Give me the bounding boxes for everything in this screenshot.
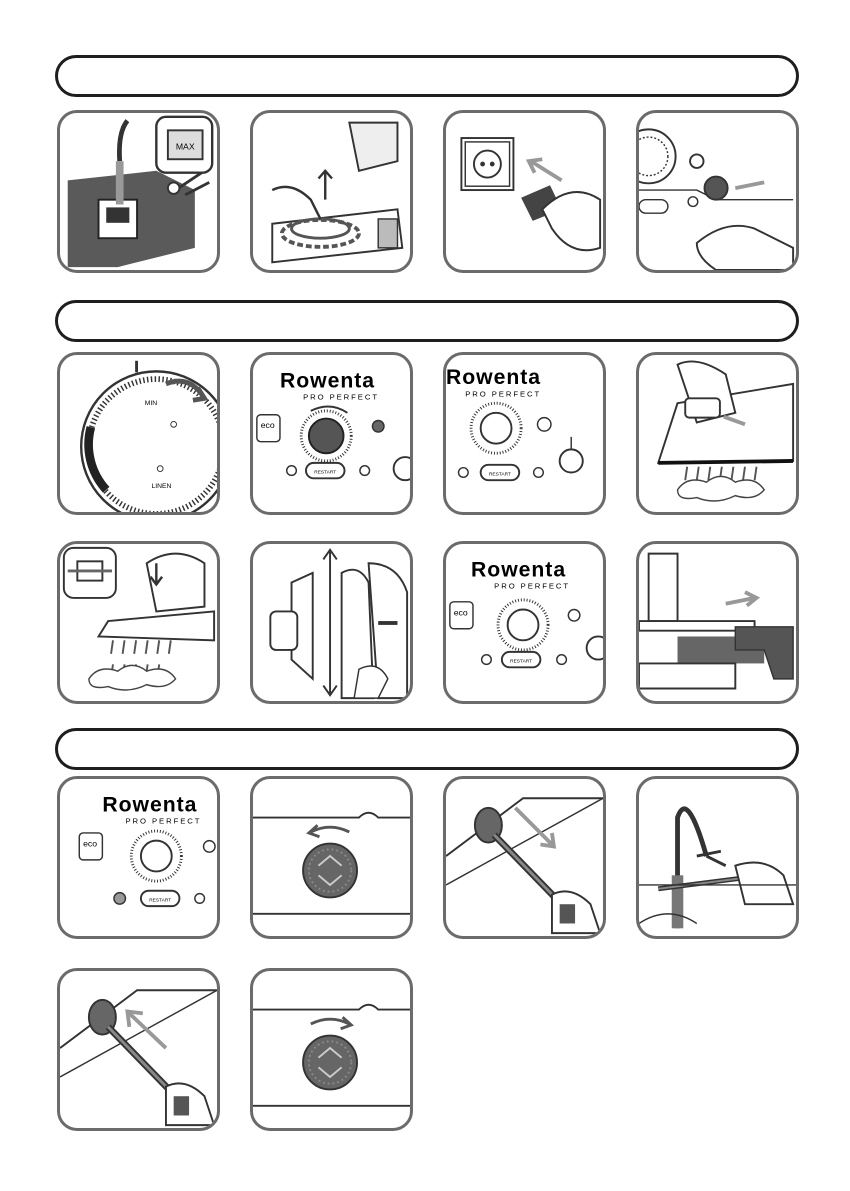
- brand-name-1: Rowenta: [279, 369, 376, 393]
- panel-turn-cap-close: [250, 968, 413, 1131]
- brand-model-3: PRO PERFECT: [494, 581, 571, 591]
- panel-vertical-steam: [250, 541, 413, 704]
- svg-text:MIN: MIN: [144, 400, 158, 408]
- panel-calc-clear-light: [57, 776, 220, 939]
- panel-fill-tank-at-tap: [57, 110, 220, 273]
- panel-pull-out-rod: [443, 776, 606, 939]
- eco-label-1: eco: [260, 420, 275, 431]
- panel-insert-rod: [57, 968, 220, 1131]
- eco-label-3: eco: [83, 838, 98, 849]
- section-header-bar-1: [55, 55, 799, 97]
- section-header-bar-2: [55, 300, 799, 342]
- linen-label: LINEN: [151, 482, 172, 490]
- brand-model-2: PRO PERFECT: [465, 389, 542, 399]
- restart-label-4: RESTART: [149, 898, 172, 904]
- panel-plug-in: [443, 110, 606, 273]
- panel-water-empty-light: [443, 541, 606, 704]
- panel-rinse-rod-tap: [636, 776, 799, 939]
- panel-steam-trigger: [636, 352, 799, 515]
- brand-name-3: Rowenta: [471, 558, 567, 582]
- panel-dial-ready-light: [443, 352, 606, 515]
- brand-model-1: PRO PERFECT: [303, 392, 379, 402]
- restart-label-1: RESTART: [314, 470, 337, 476]
- panel-press-on-button: [636, 110, 799, 273]
- max-marker-text: MAX: [175, 141, 195, 152]
- brand-name-2: Rowenta: [446, 365, 542, 389]
- panel-turn-cap-open: [250, 776, 413, 939]
- section-header-bar-3: [55, 728, 799, 770]
- panel-steam-lock: [57, 541, 220, 704]
- brand-name-4: Rowenta: [102, 793, 198, 817]
- restart-label-3: RESTART: [510, 659, 533, 665]
- panel-eco-dial-turn: [250, 352, 413, 515]
- panel-unwind-cord: [250, 110, 413, 273]
- panel-dial-settings: [57, 352, 220, 515]
- eco-label-2: eco: [453, 607, 468, 618]
- brand-model-4: PRO PERFECT: [125, 816, 202, 826]
- restart-label-2: RESTART: [488, 472, 511, 478]
- panel-remove-tank: [636, 541, 799, 704]
